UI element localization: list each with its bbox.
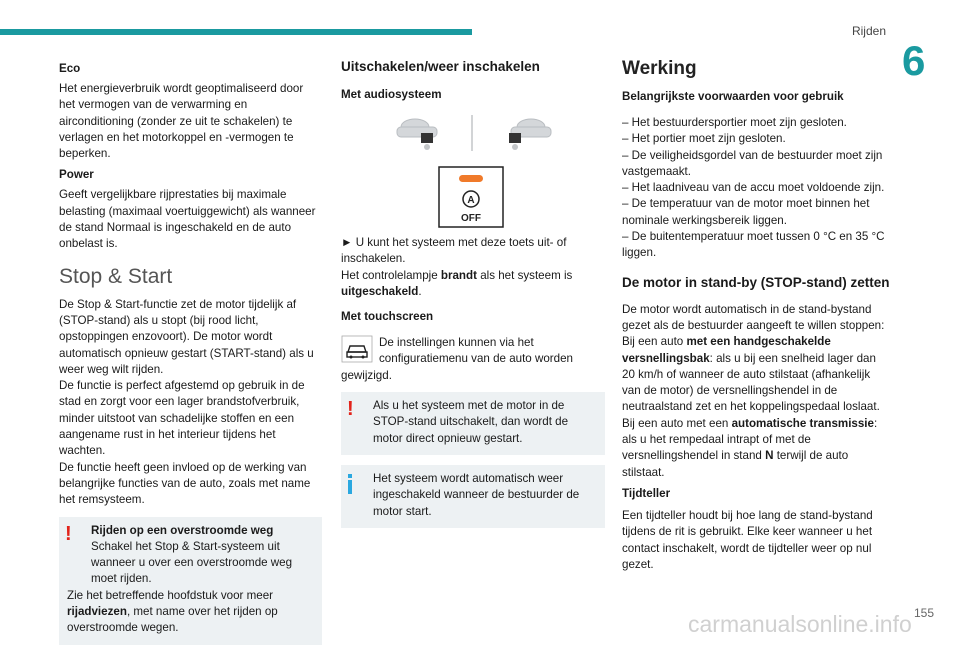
chapter-number: 6 bbox=[902, 37, 926, 84]
lamp-text: Het controlelampje brandt als het systeem is uitgeschakeld. bbox=[341, 268, 573, 298]
warning-stop-text: Als u het systeem met de motor in de STOP-stand uitschakelt, dan wordt de motor direct opnieuw gestart. bbox=[373, 399, 569, 445]
conditions-heading: Belangrijkste voorwaarden voor gebruik bbox=[622, 90, 844, 103]
list-item: – Het portier moet zijn gesloten. bbox=[622, 132, 786, 146]
list-item: – De veiligheidsgordel van de bestuurder moet zijn vastgemaakt. bbox=[622, 148, 883, 178]
standby-heading: De motor in stand-by (STOP-stand) zetten bbox=[622, 274, 890, 290]
warning-box-stop bbox=[341, 392, 605, 455]
audio-heading: Met audiosysteem bbox=[341, 88, 442, 101]
info-icon bbox=[348, 474, 352, 494]
standby-p3: Bij een auto met een automatische transmissie: als u het rempedaal intrapt of met de versnellingshendel in stand N terwijl de auto stilstaat. bbox=[622, 416, 878, 479]
page-number: 155 bbox=[914, 606, 935, 620]
warning-line2: Zie het betreffende hoofdstuk voor meer rijadviezen, met name over het rijden op overstroomde wegen. bbox=[67, 588, 278, 635]
stop-start-heading: Stop & Start bbox=[59, 264, 173, 288]
standby-p1: De motor wordt automatisch in de stand-bystand gezet als de bestuurder aangeeft te willen stoppen: bbox=[622, 302, 885, 332]
list-item: – De buitentemperatuur moet tussen 0 °C en 35 °C liggen. bbox=[622, 230, 885, 260]
stop-start-p1: De Stop & Start-functie zet de motor tijdelijk af (STOP-stand) als u stopt (bij rood licht, opstoppingen enzovoort). De motor wordt automatisch opnieuw gestart (START-stand) als u weer weg wilt rijden. bbox=[59, 297, 314, 376]
bullet-text: ► U kunt het systeem met deze toets uit- of inschakelen. bbox=[341, 236, 567, 266]
header-accent-bar bbox=[0, 29, 472, 35]
stop-start-p2: De functie is perfect afgestemd op gebruik in de stad en zorgt voor een lager brandstofverbruik, minder uitstoot van schadelijke stoffen en een aangename rust in het interieur tijdens het wachten. bbox=[59, 379, 305, 458]
timer-text: Een tijdteller houdt bij hoe lang de stand-bystand tijdens de rit is gebruikt. Elke keer wanneer u het contact inschakelt, wordt de tijdteller weer op nul gezet. bbox=[622, 508, 873, 571]
section-name: Rijden bbox=[851, 24, 886, 38]
touchscreen-text: De instellingen kunnen via het configuratiemenu van de auto worden gewijzigd. bbox=[341, 336, 574, 382]
off-label: OFF bbox=[461, 213, 481, 224]
power-text: Geeft vergelijkbare rijprestaties bij maximale belasting (maximaal voertuiggewicht) als wanneer de stand Normaal is ingeschakeld en de auto onbelast is. bbox=[59, 188, 316, 251]
warning-icon: ! bbox=[65, 522, 72, 545]
car-settings-icon bbox=[341, 335, 373, 363]
werking-heading: Werking bbox=[622, 58, 697, 79]
column-3 bbox=[622, 58, 890, 579]
column-2 bbox=[341, 58, 605, 538]
timer-heading: Tijdteller bbox=[622, 486, 671, 500]
column-1 bbox=[59, 58, 322, 655]
power-heading: Power bbox=[59, 168, 94, 182]
eco-text: Het energieverbruik wordt geoptimaliseerd door het vermogen van de verwarming en airconditioning (zonder ze uit te schakelen) te verlagen en het motorkoppel en -vermogen te beperken. bbox=[59, 82, 304, 161]
svg-text:A: A bbox=[467, 195, 475, 206]
switch-heading: Uitschakelen/weer inschakelen bbox=[341, 59, 540, 74]
warning-box-flooded bbox=[59, 517, 322, 645]
button-illustration bbox=[341, 111, 605, 229]
list-item: – Het bestuurdersportier moet zijn gesloten. bbox=[622, 116, 847, 129]
list-item: – Het laadniveau van de accu moet voldoende zijn. bbox=[622, 181, 885, 195]
warning-icon: ! bbox=[347, 398, 354, 421]
conditions-list bbox=[622, 115, 890, 262]
eco-heading: Eco bbox=[59, 62, 81, 75]
info-text: Het systeem wordt automatisch weer ingeschakeld wanneer de bestuurder de motor start. bbox=[373, 471, 580, 518]
standby-p2: Bij een auto met een handgeschakelde versnellingsbak: als u bij een snelheid lager dan 20 km/h of wanneer de auto stilstaat (afhankelijk van de motor) de versnellingshendel in de neutraalstand zet en het koppelingspedaal loslaat. bbox=[622, 335, 880, 414]
watermark: carmanualsonline.info bbox=[688, 611, 912, 637]
touchscreen-heading: Met touchscreen bbox=[341, 310, 434, 324]
warning-title: Rijden op een overstroomde weg bbox=[91, 523, 274, 537]
list-item: – De temperatuur van de motor moet binnen het nominale werkingsbereik liggen. bbox=[622, 197, 870, 227]
touchscreen-block bbox=[341, 335, 605, 384]
dashboard-drawing bbox=[341, 111, 605, 229]
warning-line1-lead: Schakel het Stop & Start-systeem uit wanneer u over een overstroomde weg moet rijden. bbox=[91, 539, 293, 586]
info-box-restart bbox=[341, 465, 605, 528]
stop-start-p3: De functie heeft geen invloed op de werking van belangrijke functies van de auto, zoals met name het remsysteem. bbox=[59, 460, 311, 507]
